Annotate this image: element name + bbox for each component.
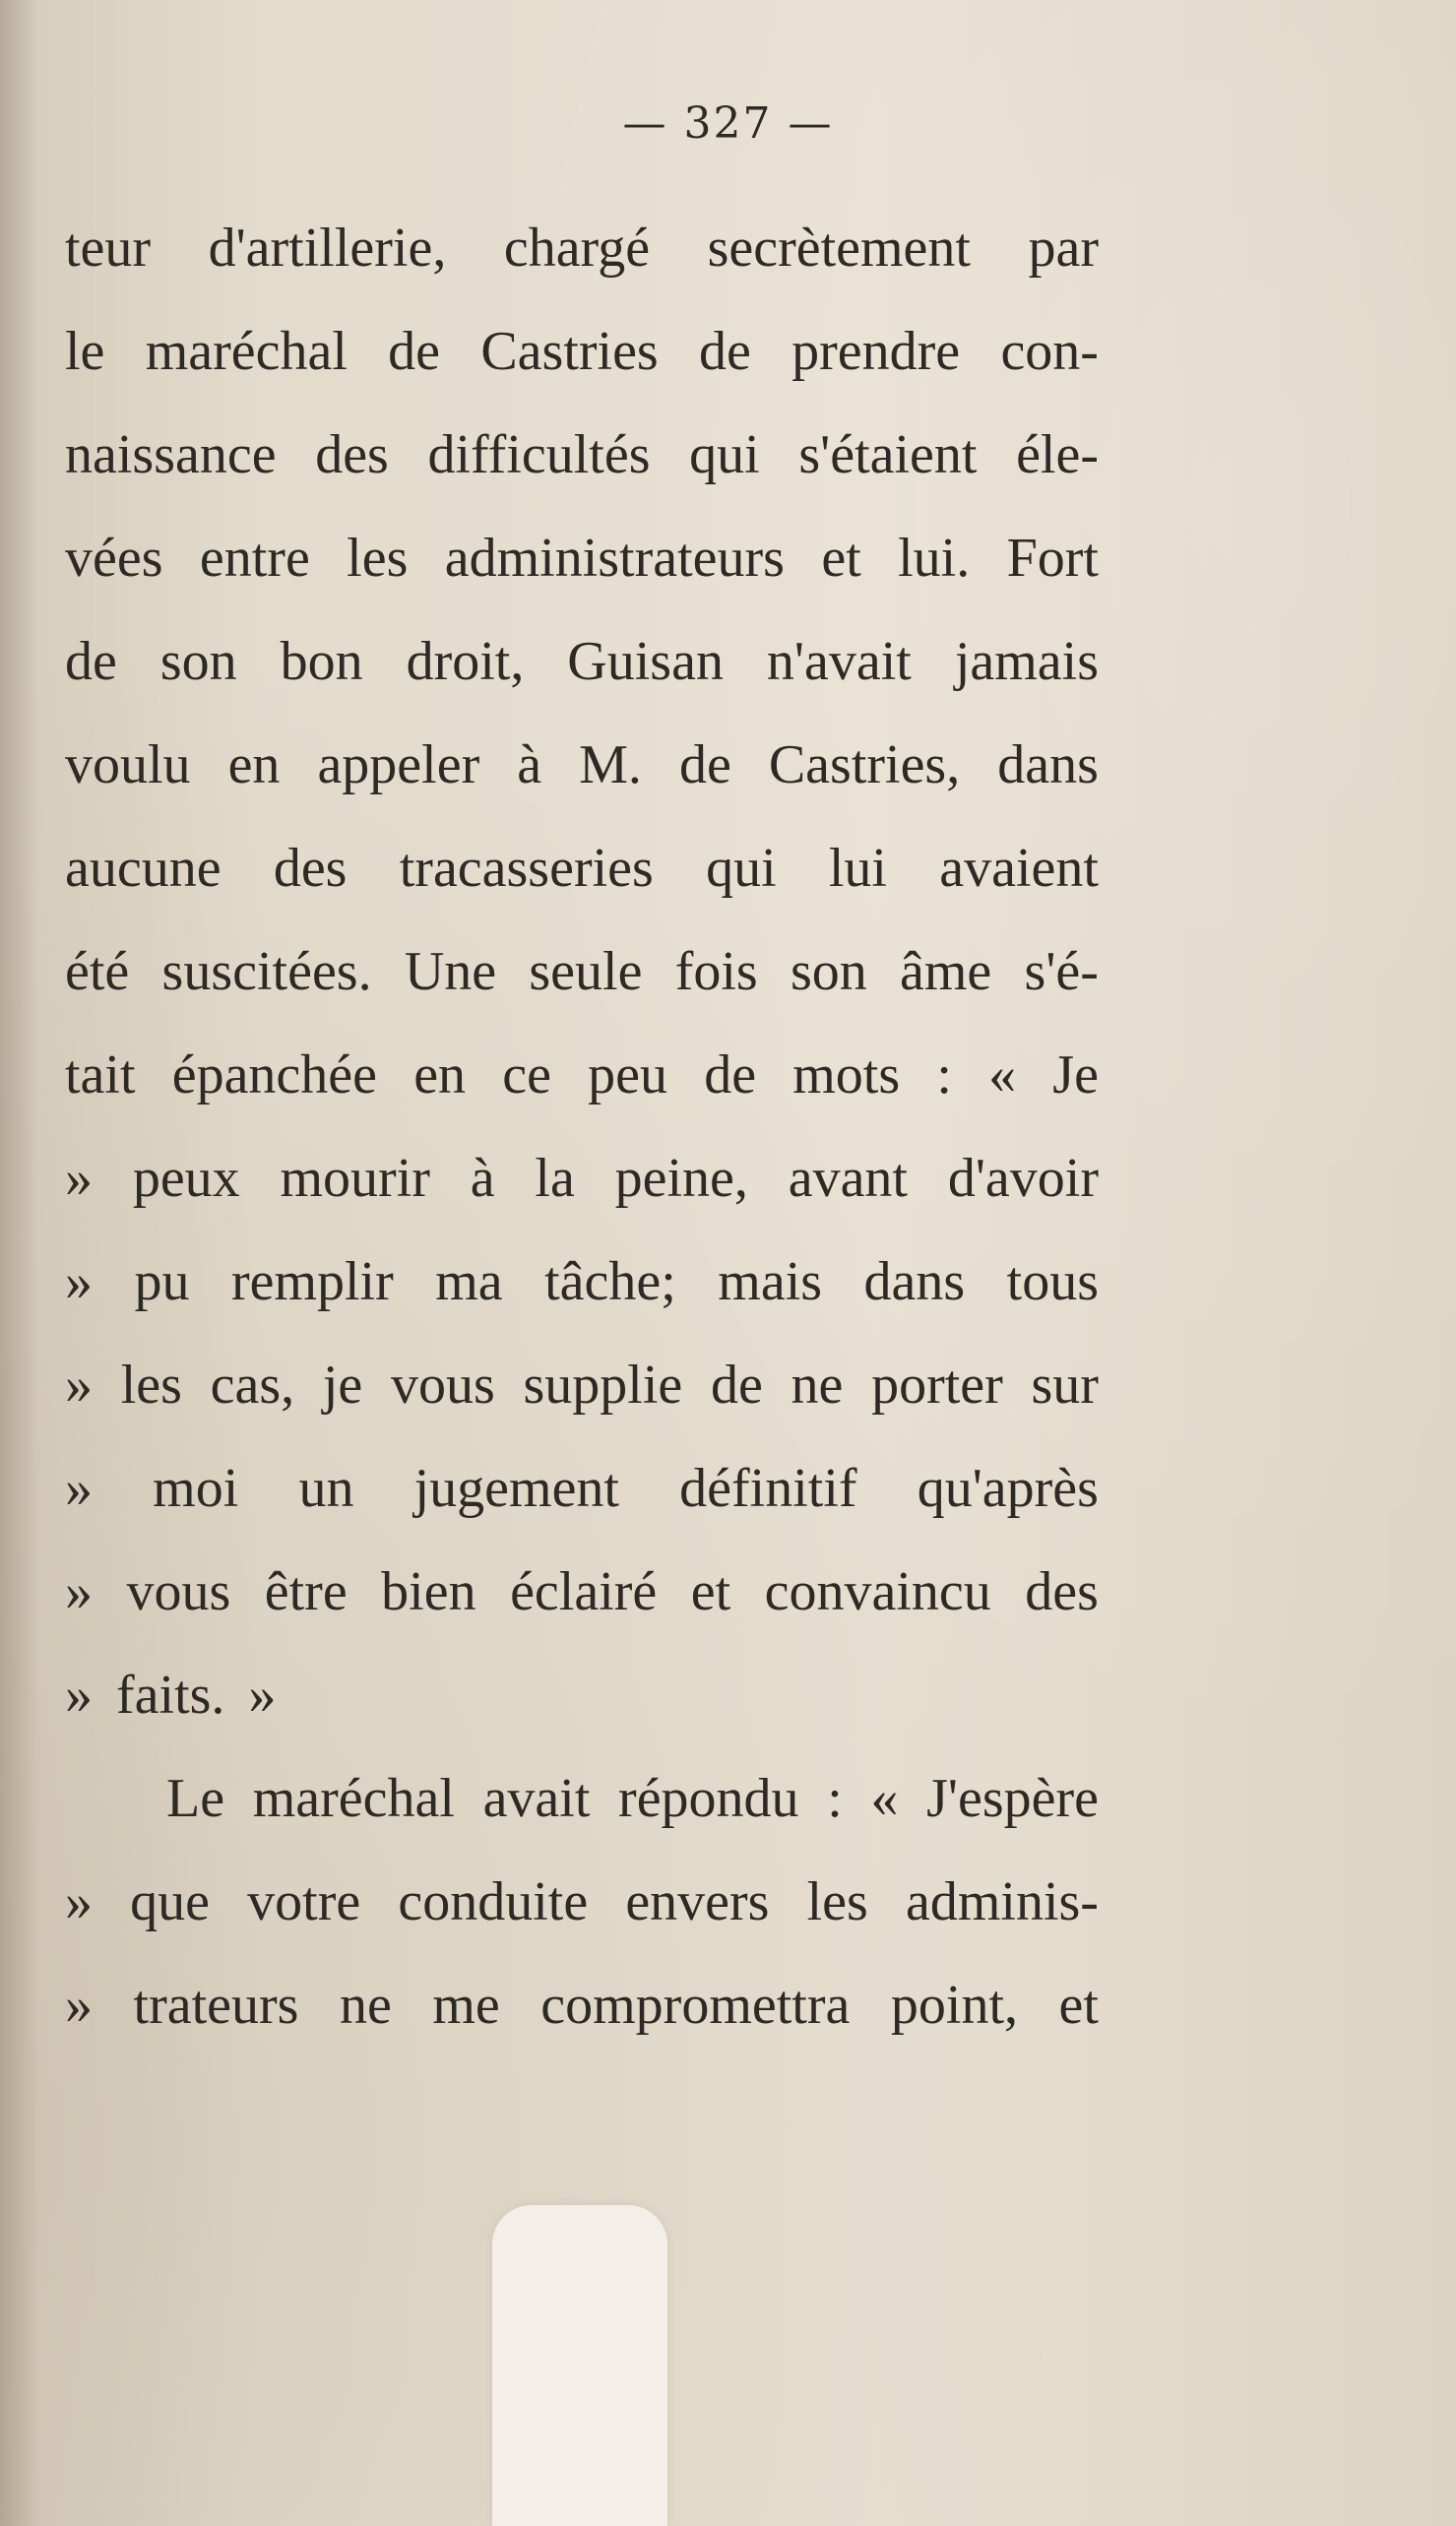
word: un	[298, 1458, 354, 1519]
word: Fort	[1006, 528, 1099, 589]
word: aucune	[65, 838, 222, 899]
word: mais	[718, 1251, 823, 1312]
word: adminis-	[905, 1871, 1099, 1932]
body-text	[65, 197, 1099, 2057]
word: J'espère	[926, 1768, 1099, 1829]
word: fois	[674, 941, 758, 1002]
word: à	[470, 1148, 495, 1209]
word: vées	[65, 528, 163, 589]
word: administrateurs	[444, 528, 785, 589]
word: et	[821, 528, 861, 589]
word: des	[273, 838, 348, 899]
word: à	[517, 734, 542, 795]
word: pu	[134, 1251, 190, 1312]
text-line	[65, 197, 1099, 300]
word: tait	[65, 1044, 136, 1105]
word: point,	[890, 1975, 1019, 2036]
word: n'avait	[766, 631, 912, 692]
word: entre	[199, 528, 310, 589]
word: éclairé	[510, 1561, 658, 1622]
word: avait	[482, 1768, 591, 1829]
word: maréchal	[252, 1768, 455, 1829]
text-line	[65, 1437, 1099, 1541]
word: Le	[166, 1768, 225, 1829]
word: son	[159, 631, 237, 692]
text-line	[65, 1541, 1099, 1644]
text-line	[65, 1024, 1099, 1127]
word: de	[710, 1355, 763, 1416]
text-line	[65, 1644, 1099, 1747]
word: tous	[1006, 1251, 1099, 1312]
word: dans	[863, 1251, 966, 1312]
word: M.	[579, 734, 642, 795]
word: »	[65, 1975, 93, 2036]
word: le	[65, 321, 105, 382]
word: mourir	[280, 1148, 430, 1209]
word: été	[65, 941, 130, 1002]
word: me	[432, 1975, 500, 2036]
word: par	[1028, 218, 1099, 279]
word: définitif	[679, 1458, 857, 1519]
word: :	[827, 1768, 843, 1829]
word: faits.	[116, 1665, 225, 1726]
word: peine,	[614, 1148, 748, 1209]
word: tâche;	[544, 1251, 676, 1312]
word: son	[790, 941, 867, 1002]
text-line	[65, 1231, 1099, 1334]
word: Guisan	[567, 631, 724, 692]
word: vous	[126, 1561, 231, 1622]
text-line	[65, 507, 1099, 610]
word: lui.	[898, 528, 971, 589]
word: de	[704, 1044, 757, 1105]
text-line	[65, 1747, 1099, 1851]
word: âme	[900, 941, 992, 1002]
word: des	[315, 424, 389, 485]
word: et	[1058, 1975, 1099, 2036]
word: compromettra	[540, 1975, 851, 2036]
word: bon	[280, 631, 363, 692]
text-line	[65, 714, 1099, 817]
page-number: — 327 —	[622, 98, 834, 149]
word: qu'après	[917, 1458, 1099, 1519]
word: difficultés	[427, 424, 651, 485]
word: répondu	[618, 1768, 799, 1829]
text-line	[65, 1127, 1099, 1231]
word: »	[65, 1148, 93, 1209]
word: Je	[1052, 1044, 1099, 1105]
word: »	[65, 1355, 93, 1416]
page-edge-shadow	[0, 0, 39, 2526]
word: appeler	[317, 734, 480, 795]
word: de	[678, 734, 731, 795]
text-line	[65, 920, 1099, 1024]
word: jamais	[954, 631, 1099, 692]
word: les	[120, 1355, 182, 1416]
word: moi	[153, 1458, 239, 1519]
word: porter	[871, 1355, 1003, 1416]
word: :	[936, 1044, 952, 1105]
word: ma	[435, 1251, 503, 1312]
word: dans	[997, 734, 1099, 795]
word: vous	[390, 1355, 495, 1416]
word: remplir	[230, 1251, 394, 1312]
word: éle-	[1016, 424, 1099, 485]
word: con-	[1000, 321, 1099, 382]
word: que	[130, 1871, 210, 1932]
text-line	[65, 1334, 1099, 1437]
word: trateurs	[133, 1975, 299, 2036]
word: en	[227, 734, 281, 795]
word: les	[806, 1871, 868, 1932]
word: »	[248, 1665, 277, 1726]
word: être	[264, 1561, 348, 1622]
word: »	[65, 1458, 93, 1519]
word: épanchée	[171, 1044, 377, 1105]
word: tracasseries	[399, 838, 654, 899]
word: je	[322, 1355, 363, 1416]
word: »	[65, 1871, 93, 1932]
word: »	[65, 1561, 93, 1622]
word: supplie	[523, 1355, 683, 1416]
word: des	[1025, 1561, 1099, 1622]
word: et	[690, 1561, 731, 1622]
word: peux	[132, 1148, 240, 1209]
text-line	[65, 610, 1099, 714]
word: s'étaient	[798, 424, 978, 485]
word: maréchal	[145, 321, 348, 382]
word: «	[988, 1044, 1017, 1105]
word: envers	[625, 1871, 770, 1932]
paper-bookmark-strip	[492, 2205, 667, 2526]
word: ne	[339, 1975, 392, 2036]
word: de	[65, 631, 117, 692]
word: convaincu	[764, 1561, 991, 1622]
word: jugement	[413, 1458, 619, 1519]
word: voulu	[65, 734, 191, 795]
word: Une	[404, 941, 497, 1002]
word: teur	[65, 218, 152, 279]
word: de	[699, 321, 751, 382]
word: naissance	[65, 424, 277, 485]
word: qui	[689, 424, 760, 485]
word: d'artillerie,	[208, 218, 447, 279]
word: «	[870, 1768, 899, 1829]
word: secrètement	[707, 218, 971, 279]
word: avaient	[939, 838, 1099, 899]
word: sur	[1031, 1355, 1099, 1416]
text-line	[65, 1851, 1099, 1954]
word: peu	[588, 1044, 667, 1105]
word: avant	[788, 1148, 908, 1209]
text-line	[65, 1954, 1099, 2057]
text-line	[65, 300, 1099, 404]
word: lui	[828, 838, 887, 899]
word: conduite	[398, 1871, 589, 1932]
word: Castries,	[768, 734, 961, 795]
word: »	[65, 1665, 93, 1726]
word: seule	[529, 941, 643, 1002]
word: bien	[381, 1561, 476, 1622]
word: en	[413, 1044, 467, 1105]
word: votre	[247, 1871, 361, 1932]
word: »	[65, 1251, 93, 1312]
word: chargé	[503, 218, 651, 279]
word: suscitées.	[161, 941, 372, 1002]
word: ce	[502, 1044, 551, 1105]
word: de	[388, 321, 441, 382]
word: la	[535, 1148, 575, 1209]
text-line	[65, 817, 1099, 920]
word: mots	[792, 1044, 901, 1105]
word: s'é-	[1024, 941, 1099, 1002]
word: les	[347, 528, 409, 589]
text-line	[65, 404, 1099, 507]
word: ne	[791, 1355, 844, 1416]
word: droit,	[406, 631, 525, 692]
word: Castries	[480, 321, 659, 382]
word: prendre	[791, 321, 961, 382]
word: cas,	[210, 1355, 295, 1416]
word: qui	[706, 838, 777, 899]
word: d'avoir	[947, 1148, 1099, 1209]
